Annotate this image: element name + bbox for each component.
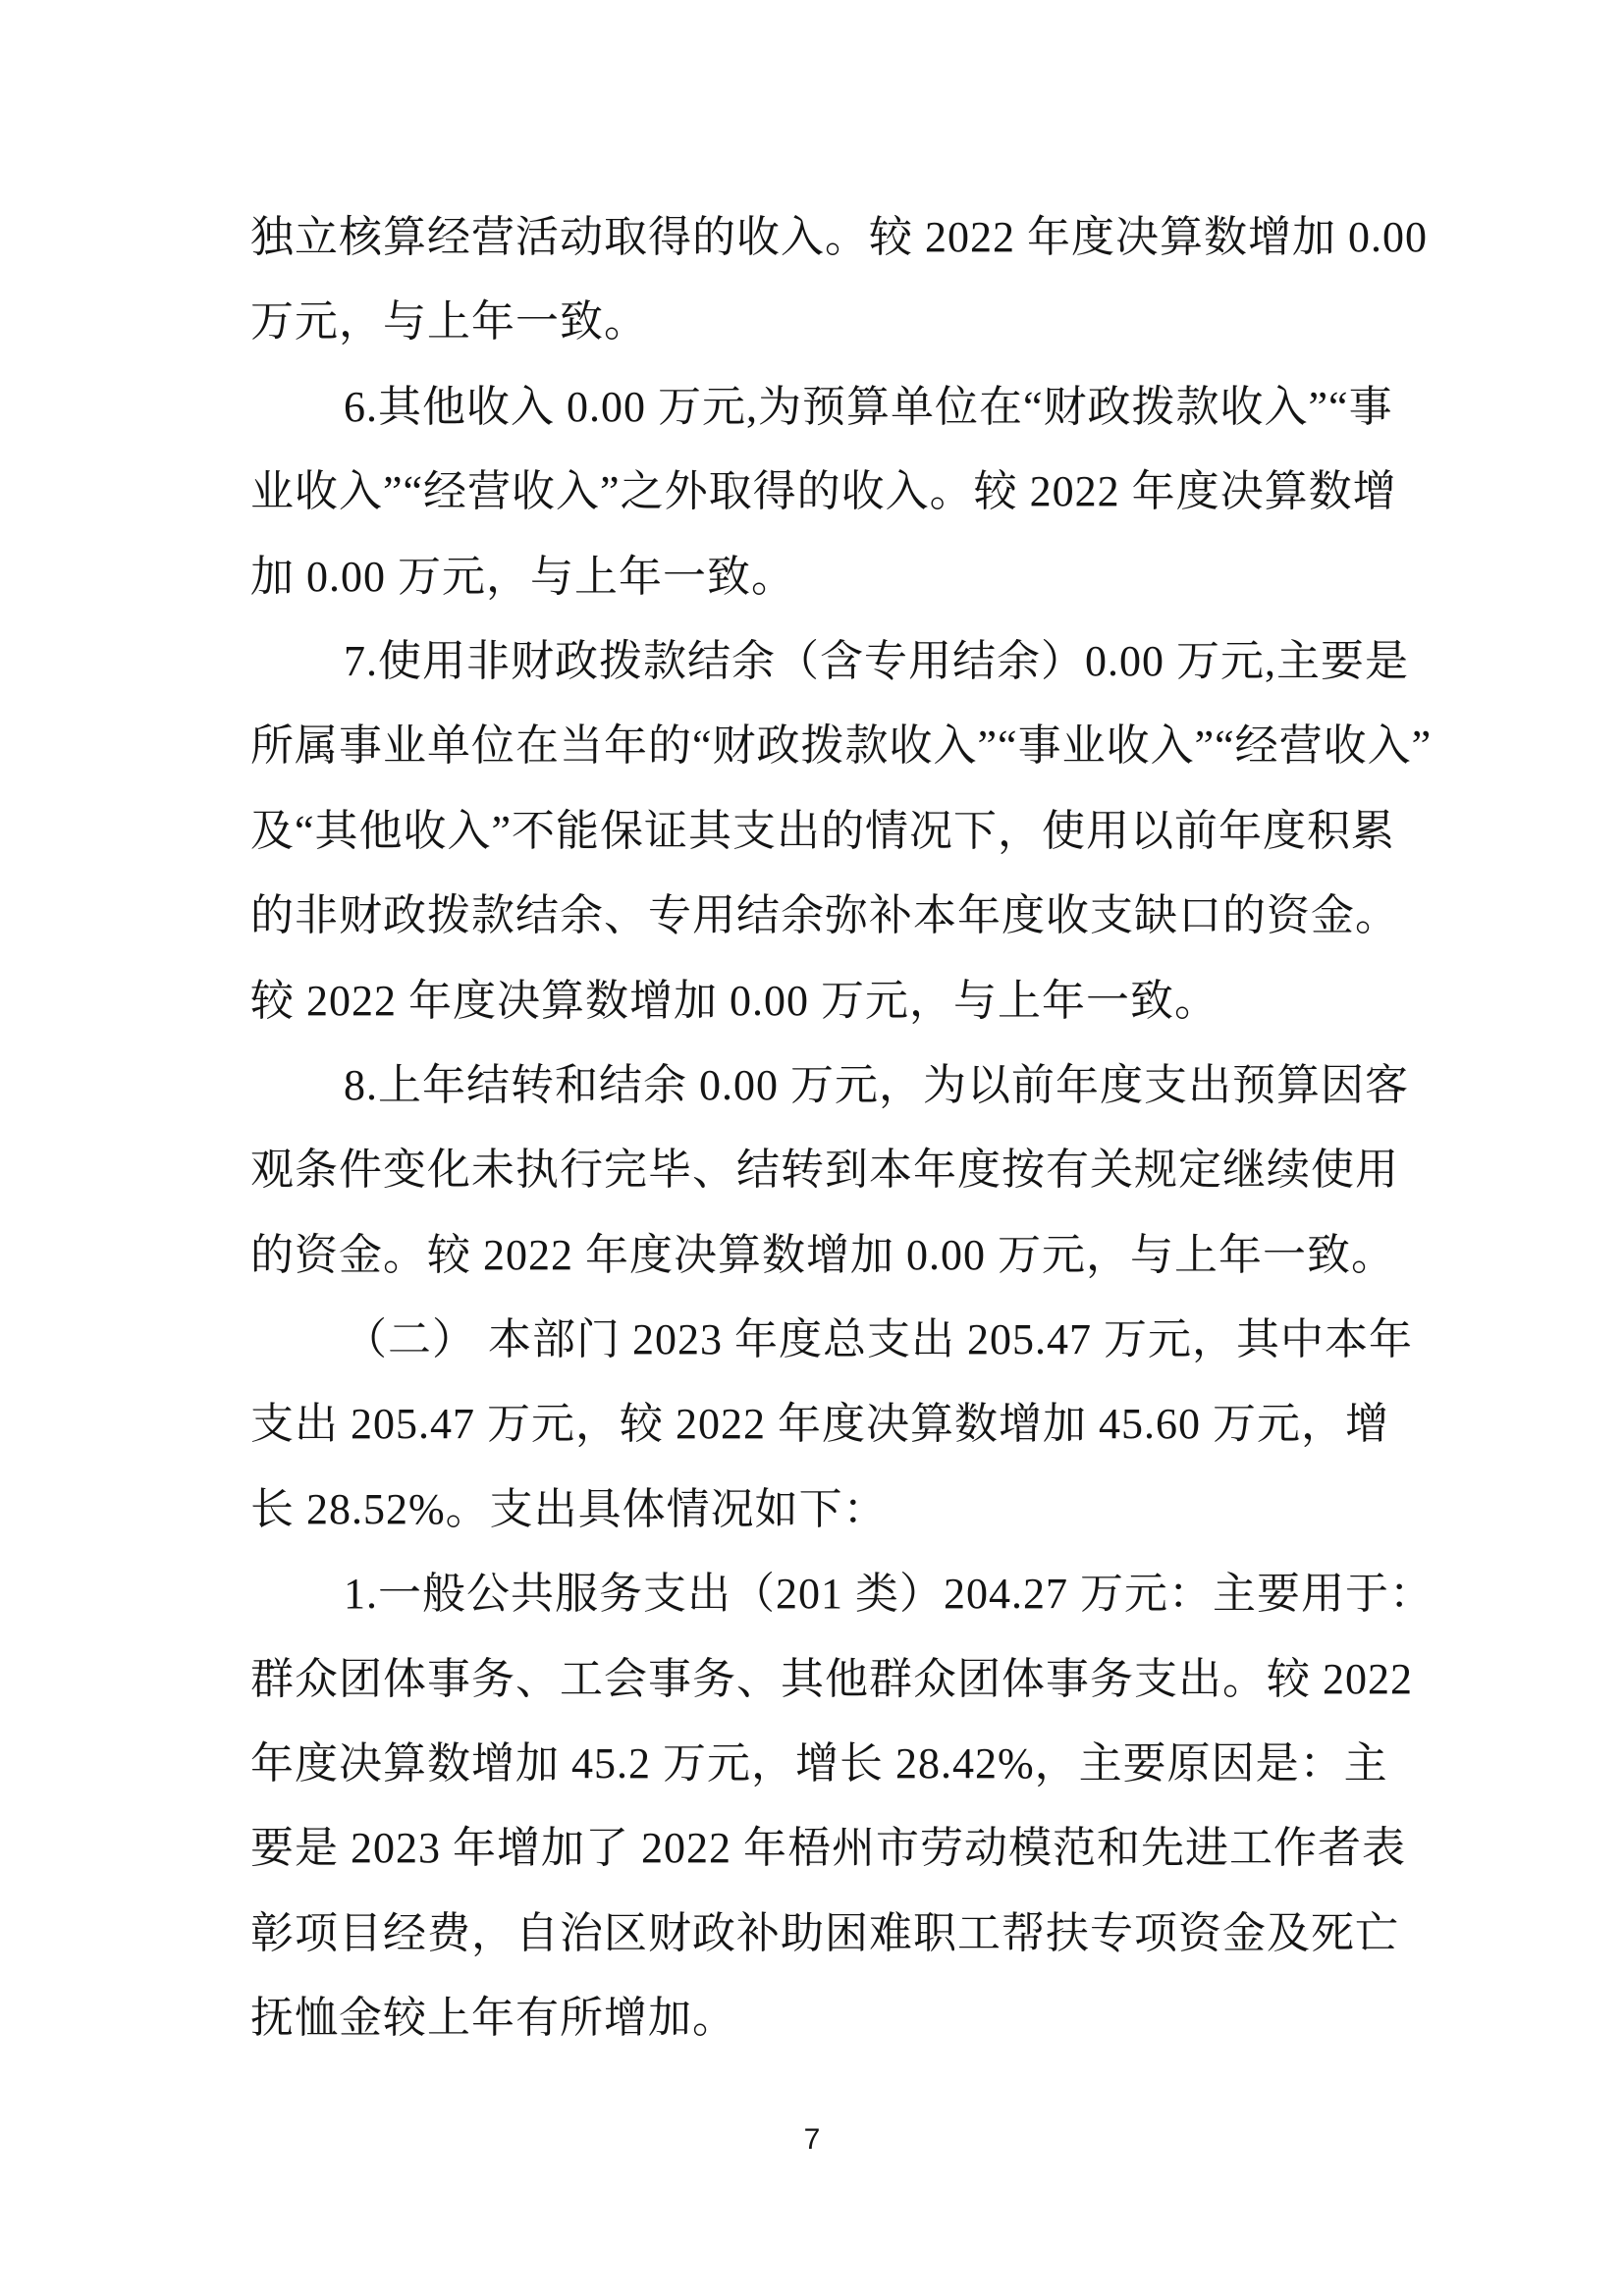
- text-line: 观条件变化未执行完毕、结转到本年度按有关规定继续使用: [250, 1146, 1399, 1195]
- text-line: 所属事业单位在当年的“财政拨款收入”“事业收入”“经营收入”: [250, 721, 1433, 771]
- page-number: 7: [803, 2123, 821, 2156]
- text-line: 的资金。较 2022 年度决算数增加 0.00 万元，与上年一致。: [250, 1230, 1395, 1279]
- text-line: 年度决算数增加 45.2 万元，增长 28.42%，主要原因是：主: [250, 1739, 1388, 1789]
- text-line: 1.一般公共服务支出（201 类）204.27 万元：主要用于：: [344, 1570, 1434, 1619]
- text-line: 独立核算经营活动取得的收入。较 2022 年度决算数增加 0.00: [250, 213, 1428, 261]
- text-line: 万元，与上年一致。: [250, 297, 648, 347]
- text-line: 较 2022 年度决算数增加 0.00 万元，与上年一致。: [250, 976, 1218, 1025]
- text-line: 的非财政拨款结余、专用结余弥补本年度收支缺口的资金。: [250, 891, 1399, 940]
- text-line: 群众团体事务、工会事务、其他群众团体事务支出。较 2022: [250, 1654, 1413, 1703]
- text-line: 要是 2023 年增加了 2022 年梧州市劳动模范和先进工作者表: [250, 1824, 1406, 1873]
- text-line: 彰项目经费，自治区财政补助困难职工帮扶专项资金及死亡: [250, 1908, 1399, 1957]
- text-line: 6.其他收入 0.00 万元,为预算单位在“财政拨款收入”“事: [344, 382, 1393, 431]
- text-line: 加 0.00 万元，与上年一致。: [250, 552, 795, 601]
- text-line: 抚恤金较上年有所增加。: [250, 1994, 736, 2043]
- text-line: （二） 本部门 2023 年度总支出 205.47 万元，其中本年: [344, 1315, 1413, 1364]
- text-line: 支出 205.47 万元，较 2022 年度决算数增加 45.60 万元，增: [250, 1400, 1389, 1449]
- document-body: [250, 195, 1434, 2061]
- text-line: 7.使用非财政拨款结余（含专用结余）0.00 万元,主要是: [344, 636, 1409, 685]
- text-line: 长 28.52%。支出具体情况如下：: [250, 1484, 888, 1533]
- text-line: 业收入”“经营收入”之外取得的收入。较 2022 年度决算数增: [250, 467, 1397, 516]
- text-line: 及“其他收入”不能保证其支出的情况下，使用以前年度积累: [250, 806, 1396, 855]
- text-line: 8.上年结转和结余 0.00 万元，为以前年度支出预算因客: [344, 1060, 1409, 1109]
